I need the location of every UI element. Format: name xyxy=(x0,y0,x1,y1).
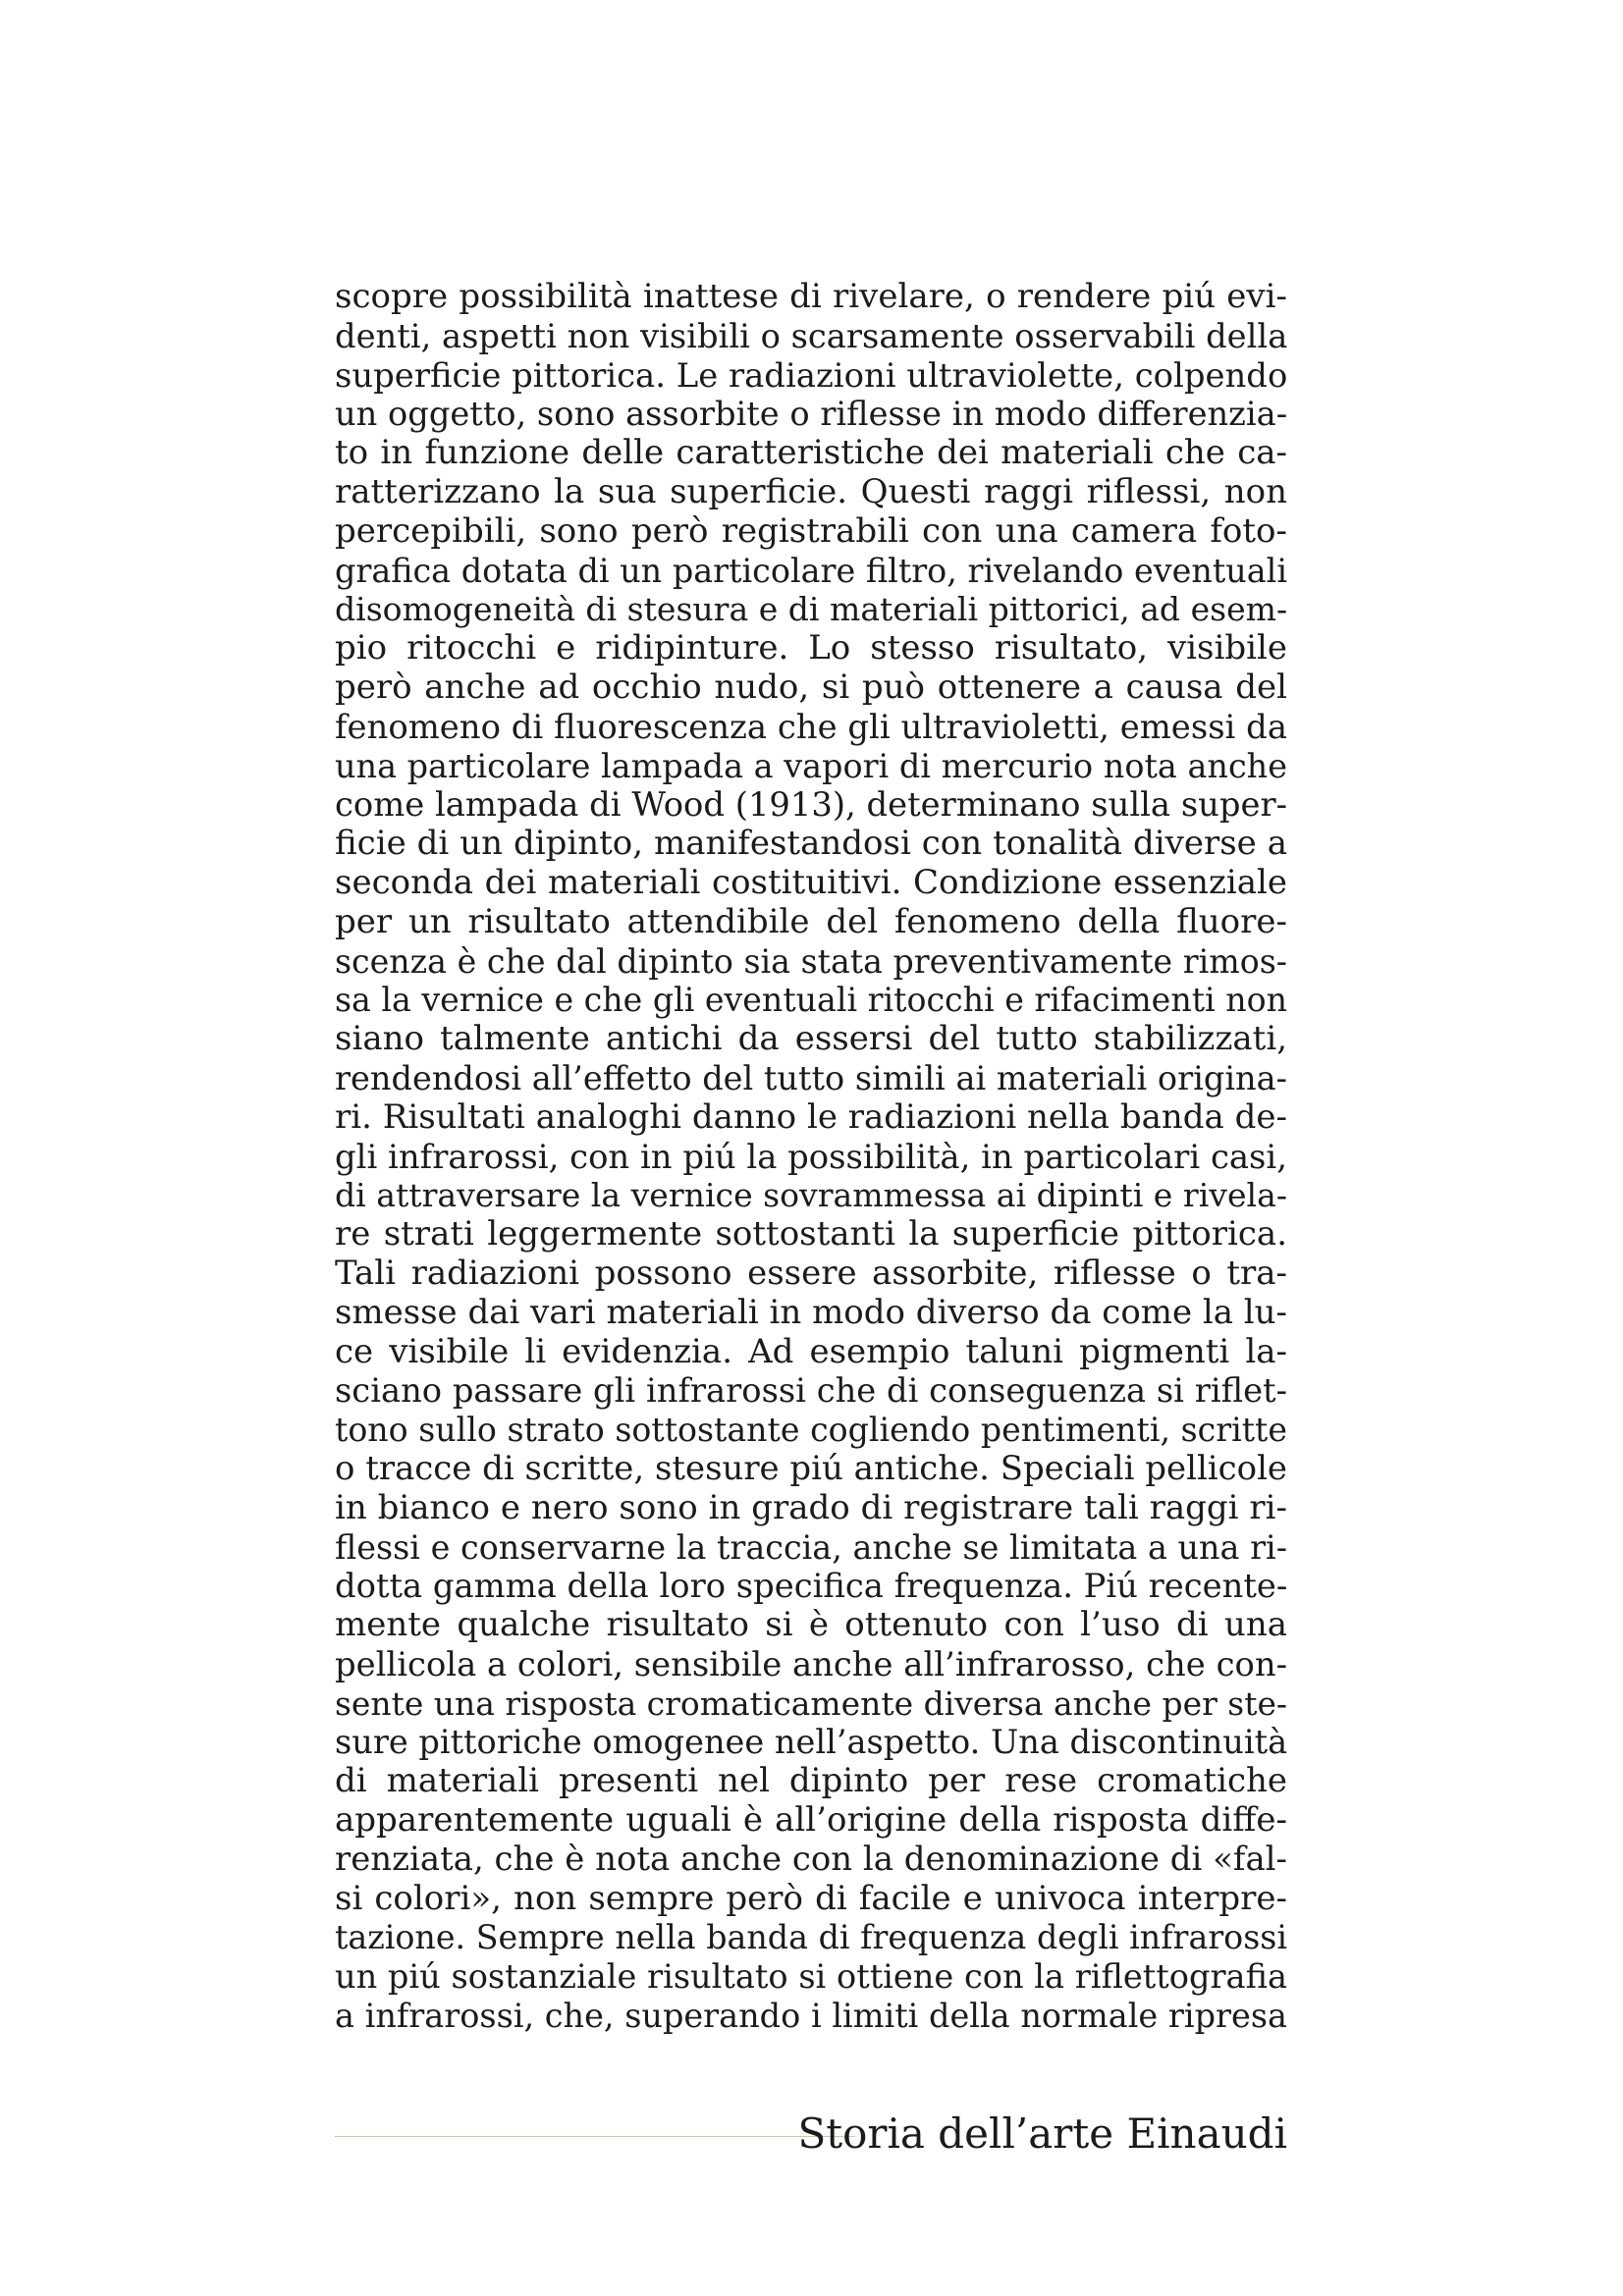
text-line: o tracce di scritte, stesure piú antiche. Speciali pellicole xyxy=(335,1449,1287,1488)
text-line: a infrarossi, che, superando i limiti della normale ripresa xyxy=(335,1997,1287,2036)
footer-rule xyxy=(335,2136,855,2137)
text-line: una particolare lampada a vapori di mercurio nota anche xyxy=(335,746,1287,785)
text-line: mente qualche risultato si è ottenuto con l’uso di una xyxy=(335,1605,1287,1645)
text-line: tono sullo strato sottostante cogliendo pentimenti, scritte xyxy=(335,1411,1287,1450)
text-line: ri. Risultati analoghi danno le radiazioni nella banda de- xyxy=(335,1096,1288,1137)
text-line: ce visibile li evidenzia. Ad esempio taluni pigmenti la- xyxy=(335,1331,1287,1371)
text-line: si colori», non sempre però di facile e univoca interpre- xyxy=(335,1878,1287,1918)
text-line: per un risultato attendibile del fenomeno della fluore- xyxy=(335,901,1287,941)
text-line: in bianco e nero sono in grado di registrare tali raggi ri- xyxy=(335,1487,1287,1527)
text-line: scopre possibilità inattese di rivelare, o rendere piú evi- xyxy=(335,277,1287,316)
text-line: apparentemente uguali è all’origine della risposta diffe- xyxy=(335,1800,1287,1841)
text-line: sente una risposta cromaticamente diversa anche per ste- xyxy=(335,1683,1288,1723)
text-line: pellicola a colori, sensibile anche all’infrarosso, che con- xyxy=(335,1644,1287,1683)
text-line: ratterizzano la sua superficie. Questi raggi riflessi, non xyxy=(335,471,1287,511)
text-line: di materiali presenti nel dipinto per rese cromatiche xyxy=(335,1761,1287,1801)
text-line: grafica dotata di un particolare filtro, rivelando eventuali xyxy=(335,551,1287,590)
text-line: un oggetto, sono assorbite o riflesse in modo differenzia- xyxy=(335,395,1288,434)
text-line: superficie pittorica. Le radiazioni ultraviolette, colpendo xyxy=(335,355,1288,395)
text-line: un piú sostanziale risultato si ottiene con la riflettografia xyxy=(335,1957,1287,1997)
text-line: scenza è che dal dipinto sia stata preventivamente rimos- xyxy=(335,941,1287,981)
text-line: pio ritocchi e ridipinture. Lo stesso risultato, visibile xyxy=(335,628,1287,668)
footer-title: Storia dell’arte Einaudi xyxy=(797,2109,1287,2158)
body-text xyxy=(335,278,1287,2036)
text-line: dotta gamma della loro specifica frequenza. Piú recente- xyxy=(335,1567,1288,1606)
text-line: rendendosi all’effetto del tutto simili ai materiali origina- xyxy=(335,1058,1287,1097)
text-line: di attraversare la vernice sovrammessa ai dipinti e rivela- xyxy=(335,1176,1288,1215)
text-line: tazione. Sempre nella banda di frequenza degli infrarossi xyxy=(335,1918,1287,1957)
text-line: disomogeneità di stesura e di materiali pittorici, ad esem- xyxy=(335,590,1288,629)
text-line: siano talmente antichi da essersi del tutto stabilizzati, xyxy=(335,1019,1287,1059)
text-line: come lampada di Wood (1913), determinano sulla super- xyxy=(335,785,1287,825)
text-line: smesse dai vari materiali in modo diverso da come la lu- xyxy=(335,1292,1287,1332)
text-line: re strati leggermente sottostanti la superficie pittorica. xyxy=(335,1214,1287,1255)
text-line: fenomeno di fluorescenza che gli ultravioletti, emessi da xyxy=(335,707,1287,746)
text-line: to in funzione delle caratteristiche dei materiali che ca- xyxy=(335,433,1287,473)
text-line: flessi e conservarne la traccia, anche se limitata a una ri- xyxy=(335,1527,1287,1567)
text-line: denti, aspetti non visibili o scarsamente osservabili della xyxy=(335,316,1288,355)
text-line: sa la vernice e che gli eventuali ritocchi e rifacimenti non xyxy=(335,981,1287,1020)
text-line: ficie di un dipinto, manifestandosi con tonalità diverse a xyxy=(335,824,1287,864)
text-line: però anche ad occhio nudo, si può ottenere a causa del xyxy=(335,667,1287,707)
text-line: gli infrarossi, con in piú la possibilità, in particolari casi, xyxy=(335,1137,1287,1176)
text-line: sciano passare gli infrarossi che di conseguenza si riflet- xyxy=(335,1371,1287,1411)
text-line: percepibili, sono però registrabili con una camera foto- xyxy=(335,510,1287,551)
text-line: Tali radiazioni possono essere assorbite, riflesse o tra- xyxy=(335,1253,1287,1293)
text-line: renziata, che è nota anche con la denominazione di «fal- xyxy=(335,1840,1287,1879)
text-line: seconda dei materiali costituitivi. Condizione essenziale xyxy=(335,862,1287,902)
text-line: sure pittoriche omogenee nell’aspetto. Una discontinuità xyxy=(335,1723,1288,1762)
